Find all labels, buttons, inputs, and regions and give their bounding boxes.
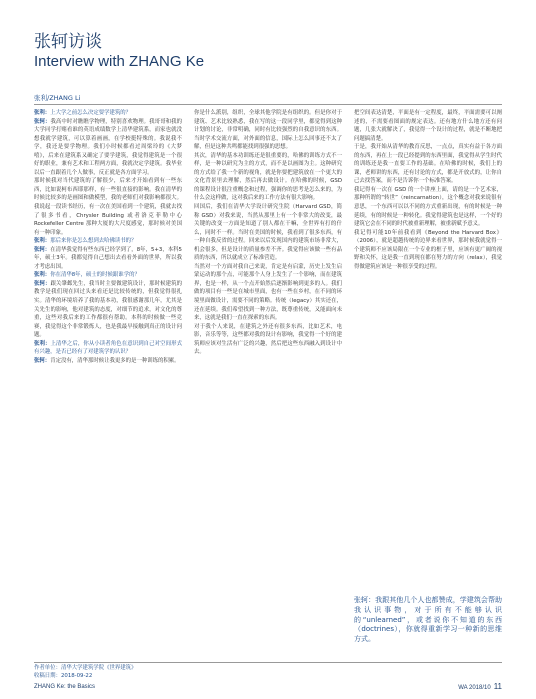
paragraph [34,109,182,118]
speaker-label: 张轲： [34,280,51,287]
footer-issue: WA 2018/10 [458,685,491,691]
pull-quote-text: 张轲：我跟其他几个人也都赞成，学建筑会帮助我认识事物，对于所有不能够认识的“unlearned”，或者说你不知道的东西（doctrines），你就得重新学习一种新的思维方式。 [354,596,502,644]
answer-text: 对于我个人来说，在建筑之外还有很多东西，比如艺术，电影，音乐等等，这些都对我的设计有影响，我觉得一个好的建筑师应该对生活有广泛的兴趣，然后把这些东西融入到设计中去。 [194,323,342,356]
text-column-2 [194,109,342,660]
answer-text: 把空间表达清楚，平面是有一定程度，最终，平面需要可以阐述的，不需要看图面的规定表达。还有地方什么地方还有问题，几张大就解决了，我觉得一个设计的过程，就是不断地把问题搞清楚。 [354,110,502,142]
footer-running-title: ZHANG Ke: the Basics [34,684,96,690]
paragraph [194,263,342,323]
speaker-label: 张利： [34,238,51,245]
answer-text: 跟关肇邺先生，我当时主要做建筑设计，那时候建筑的教学是我们现在回过头来看还是比较传统的，但我觉得很扎实。清华的环境培养了我的基本功，我很感谢那几年，尤其是关先生的影响，他对建筑的态度，对细节的追求，对文化的尊重，这些对我后来的工作都很有帮助。本科的时候做一些竞赛，我觉得这个非常锻炼人，也是我最早接触到真正的设计问题。 [34,280,182,339]
speaker-label: 张利： [34,272,51,279]
paragraph [34,340,182,357]
answer-text: 其次，清华的基本功训练还是很重要的，哈佛的训练方式不一样，是一种以研究为主的方式，而不是以画图为主。这种研究的方式给了我一个新的视角，就是你要把建筑放在一个更大的文化背景里去理解，然后再去做设计。在哈佛的时候，GSD 的课程设计很注重概念和过程，强调你的思考是怎么来的，为什么会这样做，这对我后来的工作方法有很大影响。 [194,152,342,202]
question-text: 上清华之后，你从小读者角色在意识到自己对空间形式有兴趣，是否已经有了对建筑学的认识？ [34,340,182,356]
speaker-label: 张轲： [34,118,51,125]
bottom-rule [34,662,502,663]
paragraph [194,109,342,152]
top-rule [34,104,502,105]
paragraph [194,152,342,203]
paragraph [34,357,182,366]
speaker-label: 张轲： [34,246,51,253]
paragraph [354,143,502,186]
text-column-1 [34,109,182,660]
speaker-label: 张利： [34,340,51,347]
paragraph [354,109,502,143]
paragraph [354,229,502,272]
paragraph [34,246,182,272]
answer-text: 我高中时对瞧瞧学物理，特别喜欢物理。我哥哥和我的大学同学打赌看谁的英语成绩数学上清华建筑系，而家也就没想我就学建筑，可以算着画画，在学校挺特殊的。我说我不学，我还是要学物理。我们小时候都看过周梁玲的《大梦嘻》，后来在建筑系又确定了要学建筑，我觉得建筑是一个很好的职业，兼有艺术和工程两方面，我就决定学建筑。我毕业以后一直跟着几个人做事，反正就是各方面学习。 [34,118,182,176]
answer-text: 那时候我对当代建筑的了解很少，后来才开始看到有一些东西，比如说柯布西耶那样，有一些很直接的影响。我在清华的时候比较多的是画图和做模型，我的老师们对我影响都很大。我说起一段读书经历，有一次在美国看到一个建筑，我就去找了很多书看，Chrysler Building 或者洛克菲勒中心 Rockefeller Centre 那种大厦的大尺度感觉，那时候对美国有一种印象。 [34,178,182,236]
title-chinese: 张轲访谈 [34,32,102,52]
paragraph [34,237,182,246]
paragraph [354,186,502,229]
paragraph [194,203,342,263]
text-column-3 [354,109,502,589]
title-block [34,32,204,71]
pull-quote [354,596,502,656]
byline: 张利/ZHANG Li [34,94,81,102]
answer-text: 在清华我觉得有些东西已经学到了，8年，5+3，本科5年，硕士3年。我都觉得自己想出去看看外面的世界，所以我才考虑出国。 [34,246,182,270]
question-text: 上大学之前怎么决定要学建筑的？ [50,110,132,116]
answer-text: 于是，我开始从清华的教育反思，一点点，真实有益于各方面的东西，再在上一段已经提到的东西里面，我觉得从学生时代的训练还是我一直要工作的基础。在哈佛的时候，我们上的课，老师讲的东西，还有讨论的方式，都是开放式的，让你自己去找答案，而不是告诉你一个标准答案。 [354,144,502,185]
answer-text: 当然对一个方面对我自己来说，肯定是有启蒙，历史上发生启蒙运动的那个点，可能那个人身上发生了一个影响，而在建筑界，也是一样，从一个点开始然后逐渐影响到更多的人。我们做的项目有一些是在城市里面，也有一些在乡村，在不同的环境里面做设计，需要不同的策略。传统（legacy）其实还在，还在延续。我们希望找到一种方法，既尊重传统，又能面向未来，这就是我们一直在探索的东西。 [194,263,342,322]
footnote-received-date: 收稿日期：2018-09-22 [34,673,93,679]
title-english: Interview with ZHANG Ke [34,53,205,70]
footnote [34,664,136,680]
answer-text: 你是什么派别，组织，全球其他学院是有组织的。但是你对于建筑、艺术比较熟悉，我在写的这一段同学里，都觉得到这种计划的讨论，非常明确，同时有比较强烈的自我意识的东西。当时学术交流方面，对外面的信息，国际上怎么回事还不太了解，但是这种共鸣都能找到很强的思想。 [194,110,342,151]
paragraph [34,177,182,237]
question-text: 你在清华8年，硕士的时候跟谁学的？ [50,272,140,279]
page-number: 11 [493,682,502,691]
speaker-label: 张利： [34,110,51,116]
footnote-affiliation: 作者单位：清华大学建筑学院《世界建筑》 [34,665,137,671]
answer-text: 肯定没有，清华那时候让我更多的是一种训练的积累。 [50,357,180,364]
paragraph [34,280,182,340]
paragraph [34,271,182,280]
answer-text: 我记得有一次在 GSD 的一个讲座上面，请的是一个艺术家，那种所谓的“转世”（reincarnation），这个概念对我来说很有意思，一个东西可以以不同的方式重新出现，有的时候是一种延续，有的时候是一种转化。我觉得建筑也是这样，一个好的建筑它会在不同的时代被重新理解，被重新赋予意义。 [354,186,502,228]
answer-text: 我记得可能10年前我看到《Beyond the Harvard Box》（2006），就是超越传统的边界来看世界，那时候我就觉得一个建筑师不应该局限在一个专业的框子里，应该有更广阔的视野和关怀，这是我一直到现在都在努力的方向（relax），我觉得做建筑应该是一种很享受的过程。 [354,229,502,270]
footer-journal [458,682,502,691]
speaker-label: 张轲： [34,357,51,364]
paragraph [34,118,182,178]
answer-text: 回国后，我们在清华大学设计研究生院（Harvard GSD，简称 GSD）对我来说，当然从那里上有一个非常大的改变，最关键的改变一方面是知道了别人都在干嘛，全世界有打的什么，同时不一样。当时在美国的时候，我看到了很多东西，有一种自我反省的过程。回来以后发现国内的建筑市场非常大，机会很多，但是设计的质量参差不齐。我觉得应该做一些有品质的东西，所以就成立了标准营造。 [194,204,342,262]
paragraph [194,323,342,357]
question-text: 那后来你是怎么想到去哈佛读书的？ [50,238,137,245]
